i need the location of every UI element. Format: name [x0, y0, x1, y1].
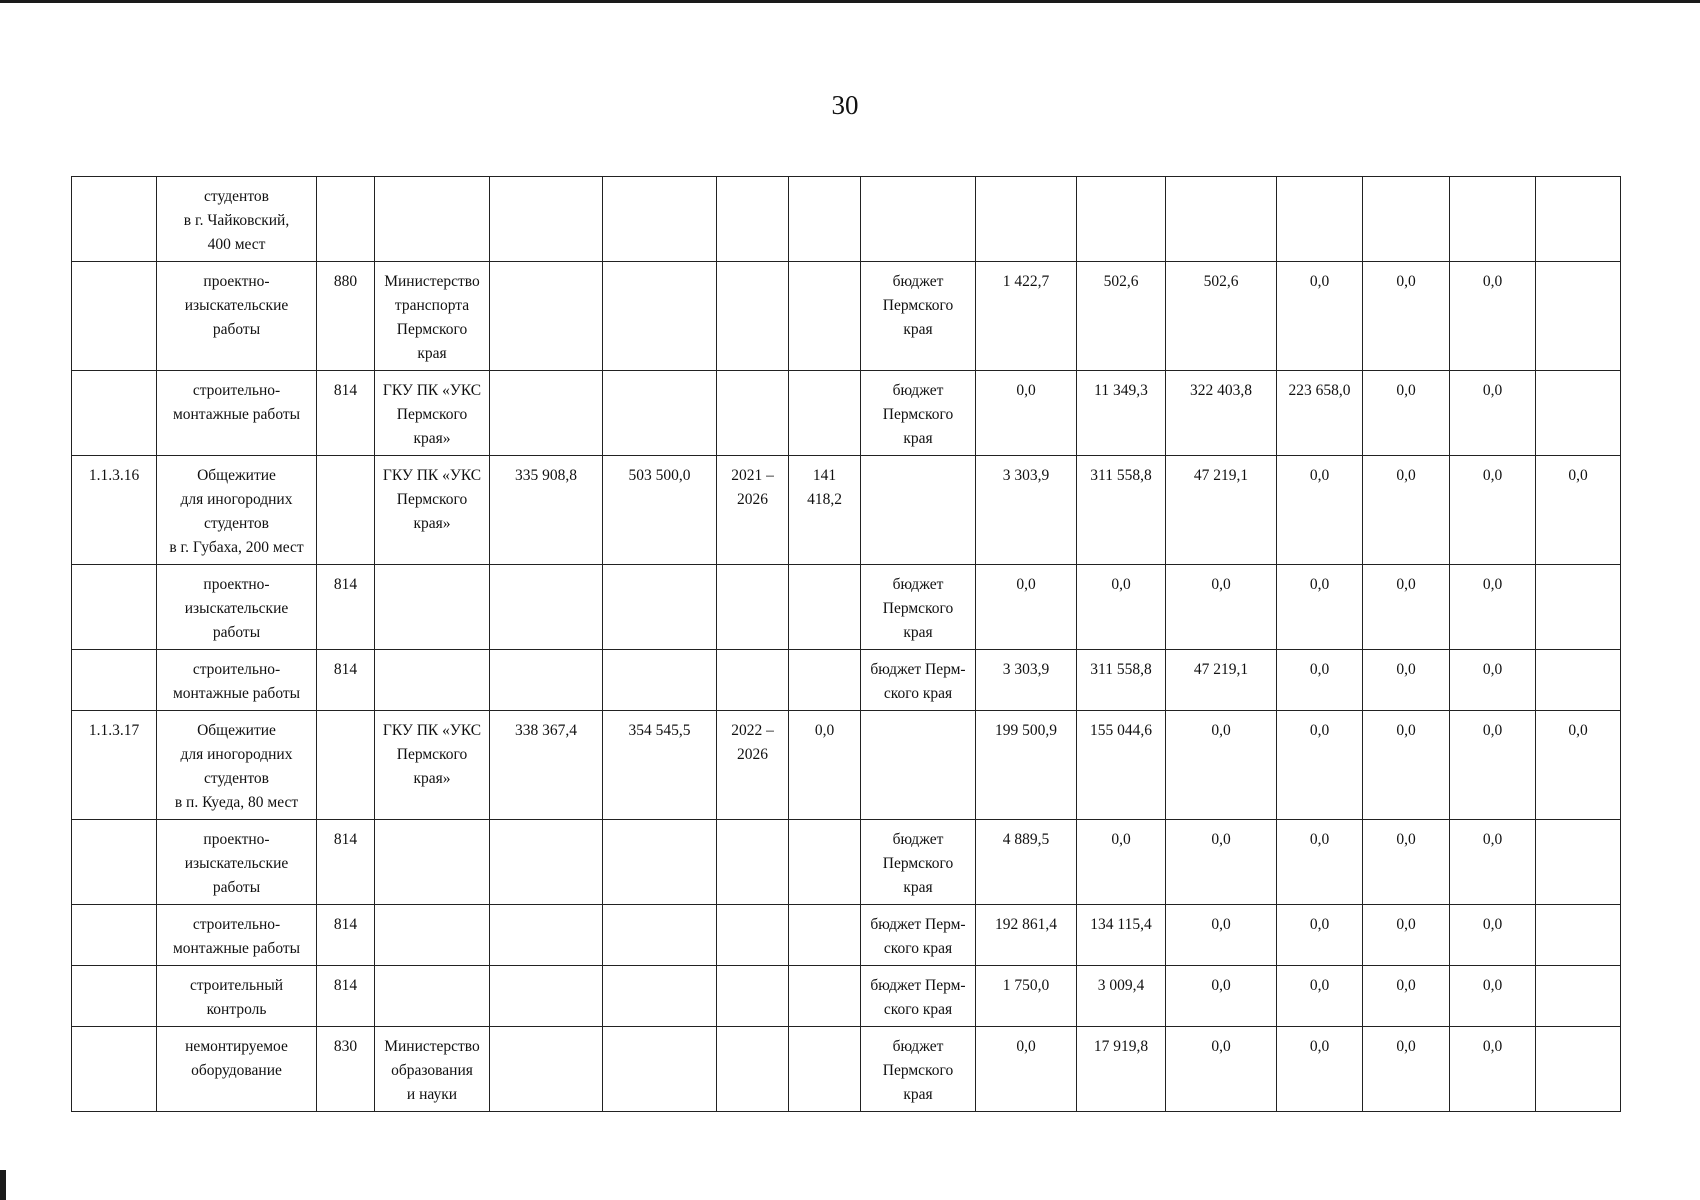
period-cell — [717, 905, 789, 966]
year-value-6: 0,0 — [1450, 565, 1536, 650]
period-cell — [717, 1027, 789, 1112]
organization-cell: ГКУ ПК «УКС Пермского края» — [375, 371, 490, 456]
year-value-2: 311 558,8 — [1077, 650, 1166, 711]
name-cell: Общежитие для иногородних студентов в п. Куеда, 80 мест — [157, 711, 317, 820]
year-value-1: 4 889,5 — [976, 820, 1077, 905]
year-value-1: 1 750,0 — [976, 966, 1077, 1027]
item-number-cell — [72, 966, 157, 1027]
period-cell — [717, 371, 789, 456]
year-value-4: 0,0 — [1277, 905, 1363, 966]
item-number-cell: 1.1.3.17 — [72, 711, 157, 820]
year-value-2: 155 044,6 — [1077, 711, 1166, 820]
period-cell — [717, 565, 789, 650]
total-cell — [603, 1027, 717, 1112]
year-value-7 — [1536, 371, 1621, 456]
year-value-4: 0,0 — [1277, 565, 1363, 650]
year-value-5 — [1363, 177, 1450, 262]
organization-cell — [375, 565, 490, 650]
cost-cell — [490, 905, 603, 966]
total-cell — [603, 371, 717, 456]
total-cell — [603, 177, 717, 262]
name-cell: проектно- изыскательские работы — [157, 262, 317, 371]
name-cell: строительно- монтажные работы — [157, 650, 317, 711]
funding-source-cell — [861, 456, 976, 565]
funding-source-cell — [861, 711, 976, 820]
year-value-4: 0,0 — [1277, 456, 1363, 565]
table-row — [72, 966, 1621, 1027]
total-cell: 354 545,5 — [603, 711, 717, 820]
year-value-6: 0,0 — [1450, 1027, 1536, 1112]
value-cell — [789, 262, 861, 371]
table-body — [72, 177, 1621, 1112]
year-value-3: 0,0 — [1166, 711, 1277, 820]
year-value-1: 0,0 — [976, 371, 1077, 456]
table-row — [72, 565, 1621, 650]
year-value-2: 134 115,4 — [1077, 905, 1166, 966]
item-number-cell: 1.1.3.16 — [72, 456, 157, 565]
year-value-6: 0,0 — [1450, 905, 1536, 966]
year-value-2 — [1077, 177, 1166, 262]
value-cell — [789, 966, 861, 1027]
year-value-3: 502,6 — [1166, 262, 1277, 371]
name-cell: немонтируемое оборудование — [157, 1027, 317, 1112]
cost-cell — [490, 262, 603, 371]
code-cell: 880 — [317, 262, 375, 371]
year-value-1: 1 422,7 — [976, 262, 1077, 371]
scan-border-top — [0, 0, 1700, 3]
organization-cell — [375, 966, 490, 1027]
organization-cell: ГКУ ПК «УКС Пермского края» — [375, 456, 490, 565]
name-cell: Общежитие для иногородних студентов в г. Губаха, 200 мест — [157, 456, 317, 565]
year-value-7: 0,0 — [1536, 456, 1621, 565]
year-value-3: 47 219,1 — [1166, 650, 1277, 711]
funding-source-cell: бюджет Пермского края — [861, 371, 976, 456]
year-value-1: 192 861,4 — [976, 905, 1077, 966]
year-value-3: 0,0 — [1166, 1027, 1277, 1112]
total-cell: 503 500,0 — [603, 456, 717, 565]
year-value-6: 0,0 — [1450, 820, 1536, 905]
year-value-7 — [1536, 177, 1621, 262]
year-value-2: 0,0 — [1077, 565, 1166, 650]
year-value-1 — [976, 177, 1077, 262]
funding-source-cell: бюджет Пермского края — [861, 1027, 976, 1112]
code-cell: 814 — [317, 905, 375, 966]
total-cell — [603, 905, 717, 966]
cost-cell — [490, 820, 603, 905]
year-value-3: 0,0 — [1166, 820, 1277, 905]
funding-source-cell: бюджет Перм- ского края — [861, 966, 976, 1027]
year-value-1: 199 500,9 — [976, 711, 1077, 820]
year-value-3: 47 219,1 — [1166, 456, 1277, 565]
total-cell — [603, 262, 717, 371]
year-value-5: 0,0 — [1363, 820, 1450, 905]
year-value-6: 0,0 — [1450, 966, 1536, 1027]
year-value-2: 17 919,8 — [1077, 1027, 1166, 1112]
period-cell — [717, 177, 789, 262]
year-value-2: 502,6 — [1077, 262, 1166, 371]
value-cell: 141 418,2 — [789, 456, 861, 565]
code-cell — [317, 711, 375, 820]
year-value-4: 0,0 — [1277, 966, 1363, 1027]
year-value-6: 0,0 — [1450, 711, 1536, 820]
name-cell: строительный контроль — [157, 966, 317, 1027]
year-value-3: 0,0 — [1166, 966, 1277, 1027]
name-cell: студентов в г. Чайковский, 400 мест — [157, 177, 317, 262]
value-cell — [789, 371, 861, 456]
year-value-6: 0,0 — [1450, 650, 1536, 711]
year-value-7 — [1536, 820, 1621, 905]
year-value-3: 322 403,8 — [1166, 371, 1277, 456]
year-value-5: 0,0 — [1363, 1027, 1450, 1112]
year-value-4 — [1277, 177, 1363, 262]
organization-cell: Министерство транспорта Пермского края — [375, 262, 490, 371]
code-cell — [317, 456, 375, 565]
value-cell — [789, 1027, 861, 1112]
year-value-6: 0,0 — [1450, 262, 1536, 371]
year-value-3 — [1166, 177, 1277, 262]
year-value-2: 11 349,3 — [1077, 371, 1166, 456]
cost-cell: 338 367,4 — [490, 711, 603, 820]
cost-cell — [490, 650, 603, 711]
item-number-cell — [72, 820, 157, 905]
total-cell — [603, 565, 717, 650]
year-value-7: 0,0 — [1536, 711, 1621, 820]
year-value-4: 0,0 — [1277, 262, 1363, 371]
value-cell: 0,0 — [789, 711, 861, 820]
table-row — [72, 820, 1621, 905]
code-cell: 830 — [317, 1027, 375, 1112]
period-cell: 2021 – 2026 — [717, 456, 789, 565]
item-number-cell — [72, 905, 157, 966]
code-cell: 814 — [317, 371, 375, 456]
year-value-5: 0,0 — [1363, 905, 1450, 966]
year-value-5: 0,0 — [1363, 565, 1450, 650]
code-cell — [317, 177, 375, 262]
table-row — [72, 905, 1621, 966]
year-value-4: 0,0 — [1277, 650, 1363, 711]
cost-cell: 335 908,8 — [490, 456, 603, 565]
scan-border-left — [0, 1170, 6, 1200]
budget-table — [71, 176, 1621, 1112]
code-cell: 814 — [317, 820, 375, 905]
table-row — [72, 262, 1621, 371]
item-number-cell — [72, 177, 157, 262]
year-value-5: 0,0 — [1363, 650, 1450, 711]
year-value-6: 0,0 — [1450, 371, 1536, 456]
table-row — [72, 177, 1621, 262]
table-row-item — [72, 456, 1621, 565]
funding-source-cell: бюджет Пермского края — [861, 262, 976, 371]
year-value-4: 223 658,0 — [1277, 371, 1363, 456]
year-value-2: 0,0 — [1077, 820, 1166, 905]
total-cell — [603, 650, 717, 711]
year-value-7 — [1536, 565, 1621, 650]
name-cell: строительно- монтажные работы — [157, 371, 317, 456]
organization-cell: ГКУ ПК «УКС Пермского края» — [375, 711, 490, 820]
funding-source-cell: бюджет Пермского края — [861, 565, 976, 650]
year-value-1: 3 303,9 — [976, 456, 1077, 565]
organization-cell — [375, 820, 490, 905]
year-value-1: 0,0 — [976, 565, 1077, 650]
total-cell — [603, 820, 717, 905]
year-value-1: 3 303,9 — [976, 650, 1077, 711]
code-cell: 814 — [317, 966, 375, 1027]
page-number: 30 — [831, 90, 859, 120]
organization-cell — [375, 177, 490, 262]
year-value-5: 0,0 — [1363, 262, 1450, 371]
year-value-7 — [1536, 905, 1621, 966]
funding-source-cell: бюджет Перм- ского края — [861, 650, 976, 711]
item-number-cell — [72, 565, 157, 650]
item-number-cell — [72, 371, 157, 456]
period-cell — [717, 820, 789, 905]
year-value-2: 311 558,8 — [1077, 456, 1166, 565]
table-row — [72, 371, 1621, 456]
table-row-item — [72, 711, 1621, 820]
year-value-7 — [1536, 966, 1621, 1027]
item-number-cell — [72, 650, 157, 711]
year-value-7 — [1536, 1027, 1621, 1112]
year-value-5: 0,0 — [1363, 456, 1450, 565]
name-cell: проектно- изыскательские работы — [157, 565, 317, 650]
year-value-4: 0,0 — [1277, 820, 1363, 905]
year-value-3: 0,0 — [1166, 565, 1277, 650]
year-value-1: 0,0 — [976, 1027, 1077, 1112]
code-cell: 814 — [317, 565, 375, 650]
period-cell — [717, 262, 789, 371]
value-cell — [789, 905, 861, 966]
value-cell — [789, 177, 861, 262]
year-value-2: 3 009,4 — [1077, 966, 1166, 1027]
total-cell — [603, 966, 717, 1027]
organization-cell — [375, 650, 490, 711]
code-cell: 814 — [317, 650, 375, 711]
year-value-5: 0,0 — [1363, 711, 1450, 820]
item-number-cell — [72, 1027, 157, 1112]
year-value-5: 0,0 — [1363, 371, 1450, 456]
year-value-4: 0,0 — [1277, 1027, 1363, 1112]
cost-cell — [490, 565, 603, 650]
year-value-6: 0,0 — [1450, 456, 1536, 565]
period-cell — [717, 966, 789, 1027]
funding-source-cell: бюджет Пермского края — [861, 820, 976, 905]
cost-cell — [490, 1027, 603, 1112]
name-cell: проектно- изыскательские работы — [157, 820, 317, 905]
cost-cell — [490, 966, 603, 1027]
year-value-4: 0,0 — [1277, 711, 1363, 820]
year-value-5: 0,0 — [1363, 966, 1450, 1027]
table-row — [72, 650, 1621, 711]
organization-cell — [375, 905, 490, 966]
cost-cell — [490, 177, 603, 262]
year-value-3: 0,0 — [1166, 905, 1277, 966]
funding-source-cell: бюджет Перм- ского края — [861, 905, 976, 966]
funding-source-cell — [861, 177, 976, 262]
year-value-7 — [1536, 650, 1621, 711]
period-cell: 2022 – 2026 — [717, 711, 789, 820]
cost-cell — [490, 371, 603, 456]
organization-cell: Министерство образования и науки — [375, 1027, 490, 1112]
value-cell — [789, 650, 861, 711]
value-cell — [789, 565, 861, 650]
value-cell — [789, 820, 861, 905]
year-value-6 — [1450, 177, 1536, 262]
period-cell — [717, 650, 789, 711]
table-row — [72, 1027, 1621, 1112]
year-value-7 — [1536, 262, 1621, 371]
name-cell: строительно- монтажные работы — [157, 905, 317, 966]
item-number-cell — [72, 262, 157, 371]
